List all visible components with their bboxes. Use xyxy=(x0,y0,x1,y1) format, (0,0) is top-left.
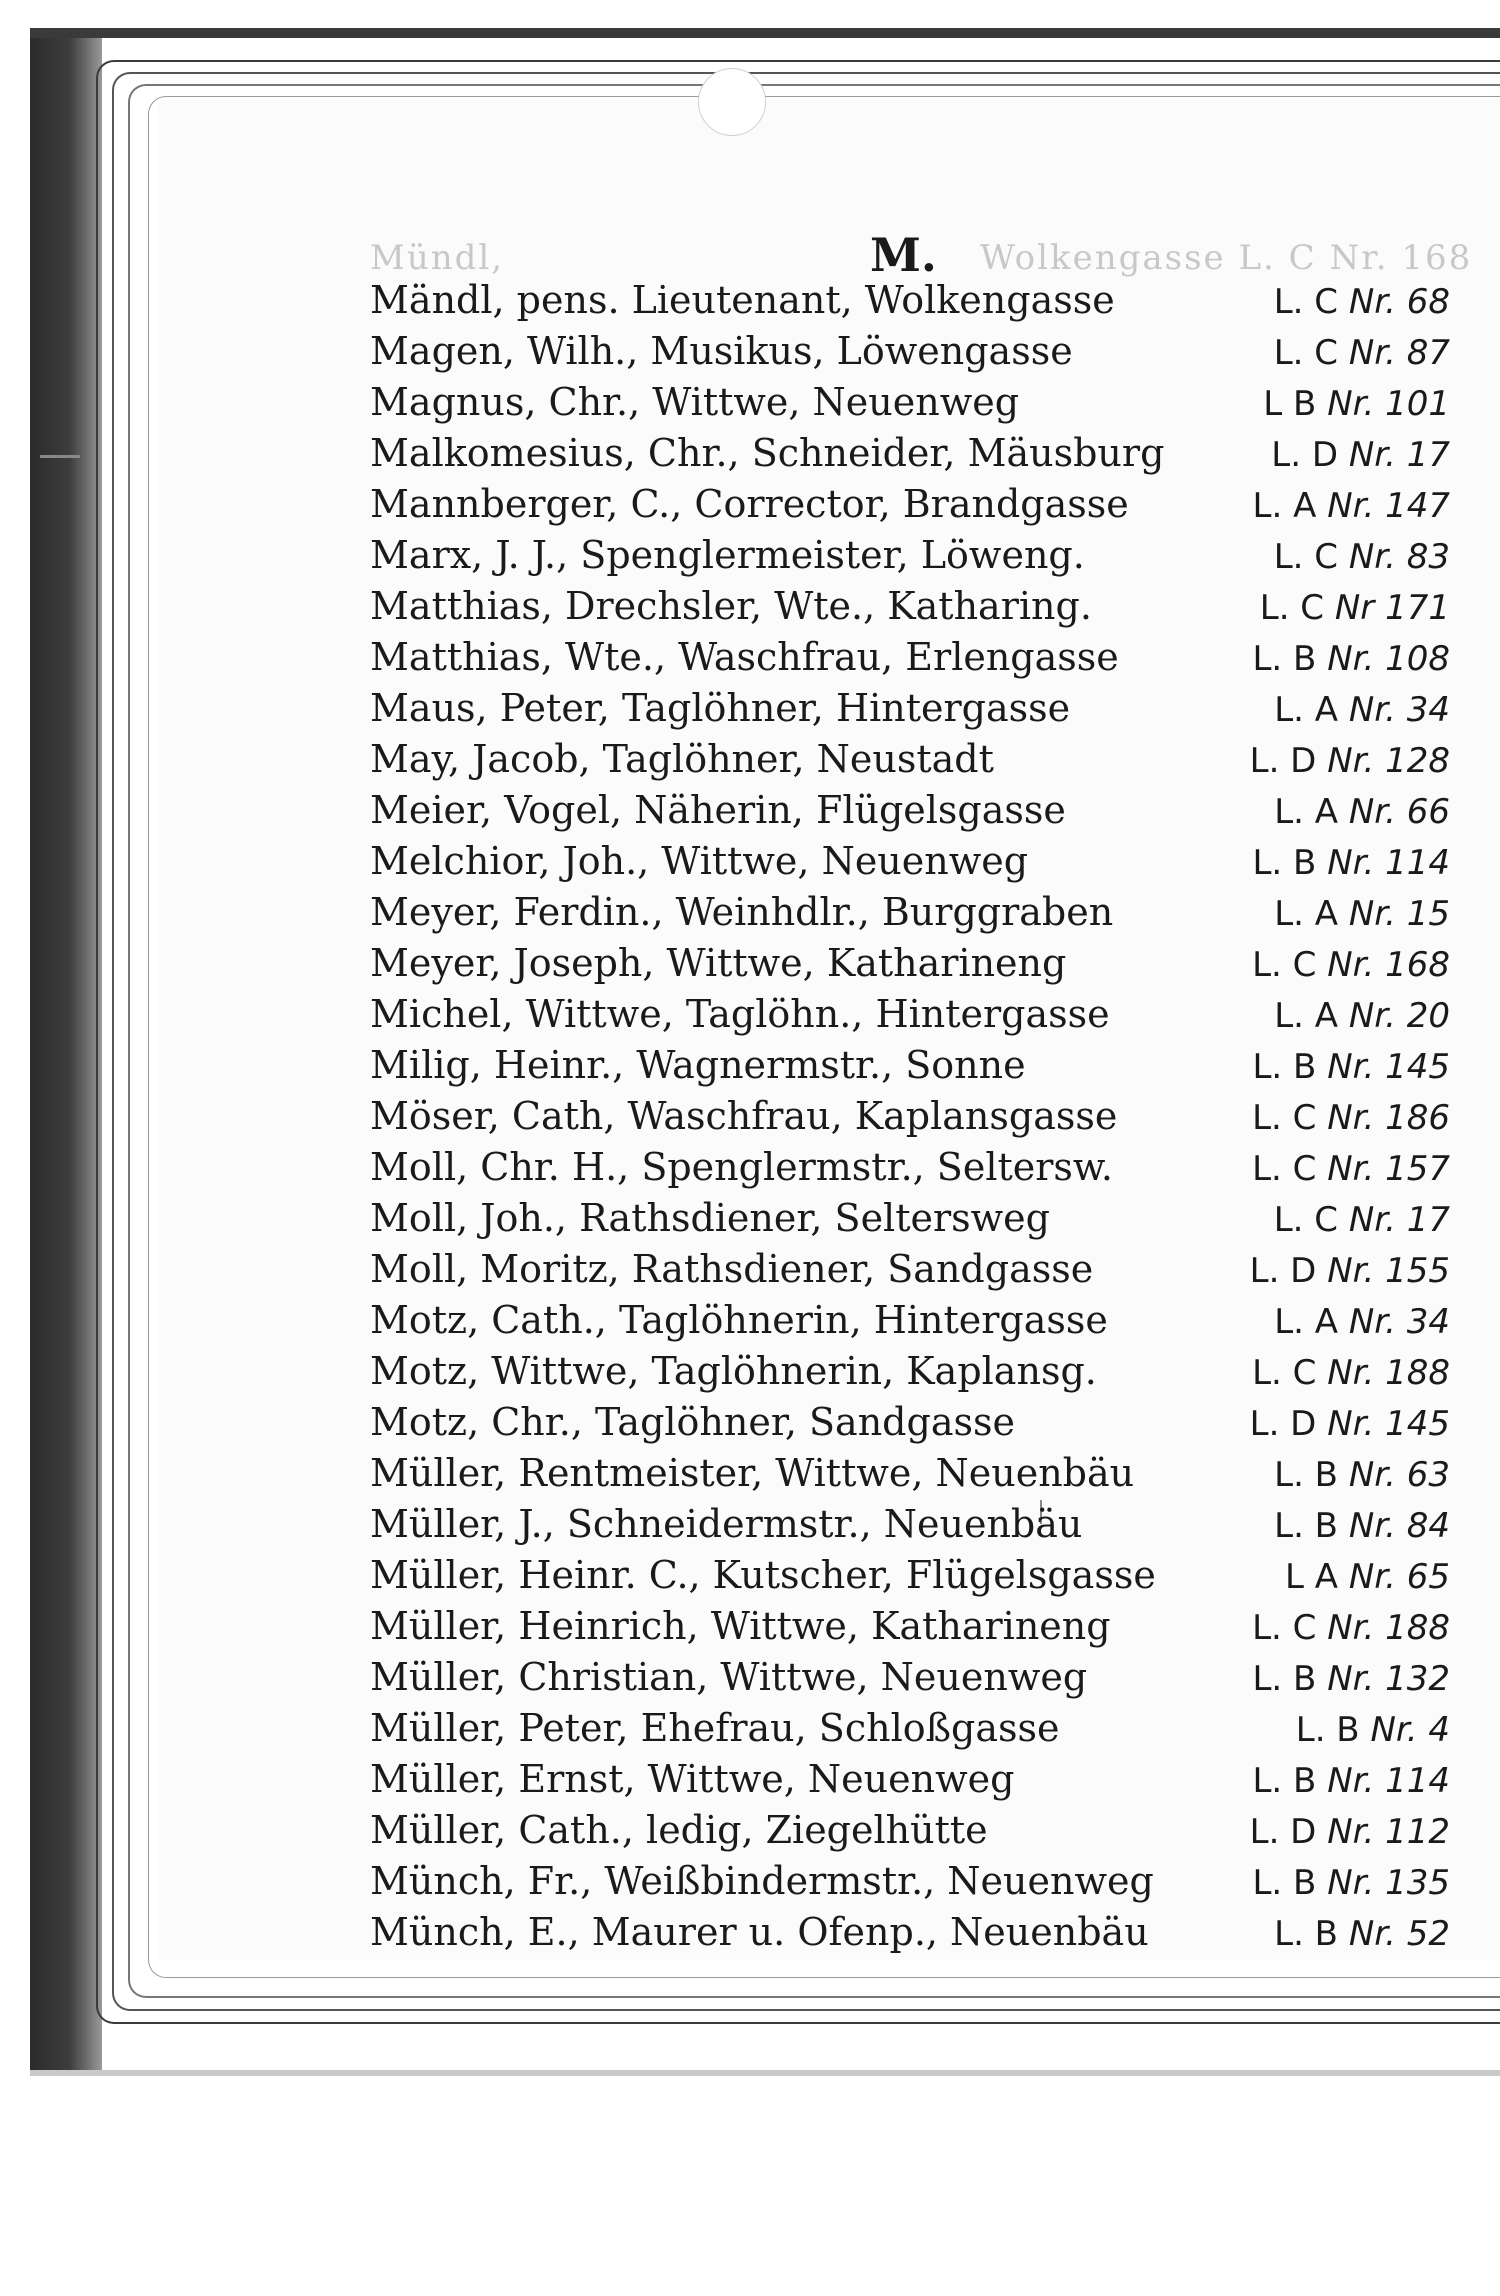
directory-entry xyxy=(370,1808,1450,1859)
directory-entry xyxy=(370,380,1450,431)
entry-text: Matthias, Wte., Waschfrau, Erlengasse xyxy=(370,635,1119,679)
entry-district: L. B xyxy=(1252,1863,1317,1903)
entry-district: L. A xyxy=(1274,690,1339,730)
entry-address xyxy=(1180,435,1450,475)
entry-district: L. C xyxy=(1273,537,1339,577)
entry-address xyxy=(1180,894,1450,934)
entry-number: Nr. 101 xyxy=(1327,384,1450,424)
entry-address xyxy=(1180,333,1450,373)
entry-address xyxy=(1180,1251,1450,1291)
entry-number: Nr. 168 xyxy=(1327,945,1450,985)
entry-district: L B xyxy=(1263,384,1317,424)
entry-number: Nr. 147 xyxy=(1327,486,1450,526)
entry-address xyxy=(1180,1812,1450,1852)
entry-address xyxy=(1180,792,1450,832)
entry-district: L. B xyxy=(1252,639,1317,679)
entry-text: Müller, Peter, Ehefrau, Schloßgasse xyxy=(370,1706,1060,1750)
entry-district: L. B xyxy=(1274,1914,1339,1954)
entry-number: Nr. 87 xyxy=(1348,333,1450,373)
entry-number: Nr. 4 xyxy=(1370,1710,1450,1750)
punch-hole xyxy=(698,68,766,136)
entry-text: Münch, Fr., Weißbindermstr., Neuenweg xyxy=(370,1859,1154,1903)
directory-entry xyxy=(370,1706,1450,1757)
directory-entry xyxy=(370,482,1450,533)
entry-text: Müller, Cath., ledig, Ziegelhütte xyxy=(370,1808,988,1852)
entry-address xyxy=(1180,1761,1450,1801)
entry-district: L. B xyxy=(1274,1455,1339,1495)
entry-district: L. C xyxy=(1273,1200,1339,1240)
entry-district: L. C xyxy=(1252,1098,1317,1138)
directory-entry xyxy=(370,1604,1450,1655)
entry-address xyxy=(1180,384,1450,424)
entry-text: Mannberger, C., Corrector, Brandgasse xyxy=(370,482,1129,526)
directory-entry xyxy=(370,431,1450,482)
entry-district: L. D xyxy=(1249,1251,1317,1291)
entry-number: Nr. 15 xyxy=(1348,894,1450,934)
entry-address xyxy=(1180,1506,1450,1546)
entry-text: Maus, Peter, Taglöhner, Hintergasse xyxy=(370,686,1071,730)
entry-number: Nr. 83 xyxy=(1348,537,1450,577)
book-top-edge xyxy=(30,28,1500,38)
entry-address xyxy=(1180,1098,1450,1138)
entry-address xyxy=(1180,1302,1450,1342)
entry-number: Nr. 17 xyxy=(1348,1200,1450,1240)
entry-text: Moll, Moritz, Rathsdiener, Sandgasse xyxy=(370,1247,1094,1291)
entry-district: L. A xyxy=(1274,996,1339,1036)
directory-entry xyxy=(370,1400,1450,1451)
entry-district: L. A xyxy=(1274,792,1339,832)
entry-district: L. C xyxy=(1252,1608,1317,1648)
entry-number: Nr. 34 xyxy=(1348,1302,1450,1342)
entry-text: Malkomesius, Chr., Schneider, Mäusburg xyxy=(370,431,1165,475)
directory-entry xyxy=(370,1451,1450,1502)
entry-address xyxy=(1180,1404,1450,1444)
directory-entry xyxy=(370,686,1450,737)
entry-number: Nr. 65 xyxy=(1348,1557,1450,1597)
entry-text: Meier, Vogel, Näherin, Flügelsgasse xyxy=(370,788,1066,832)
entry-number: Nr. 63 xyxy=(1348,1455,1450,1495)
entry-text: Motz, Wittwe, Taglöhnerin, Kaplansg. xyxy=(370,1349,1097,1393)
entry-text: Motz, Chr., Taglöhner, Sandgasse xyxy=(370,1400,1015,1444)
entry-district: L. B xyxy=(1252,843,1317,883)
directory-entry xyxy=(370,1349,1450,1400)
directory-entry xyxy=(370,941,1450,992)
entry-number: Nr. 114 xyxy=(1327,843,1450,883)
entry-text: Marx, J. J., Spenglermeister, Löweng. xyxy=(370,533,1085,577)
directory-entry xyxy=(370,1043,1450,1094)
book-bottom-edge xyxy=(30,2070,1500,2076)
entry-district: L. B xyxy=(1274,1506,1339,1546)
directory-entry xyxy=(370,890,1450,941)
entry-text: May, Jacob, Taglöhner, Neustadt xyxy=(370,737,994,781)
entry-address xyxy=(1180,537,1450,577)
entry-address xyxy=(1180,1047,1450,1087)
entry-number: Nr. 108 xyxy=(1327,639,1450,679)
entry-district: L A xyxy=(1285,1557,1339,1597)
entry-address xyxy=(1180,639,1450,679)
directory-entry xyxy=(370,1757,1450,1808)
entry-number: Nr. 145 xyxy=(1327,1047,1450,1087)
entry-district: L. B xyxy=(1252,1761,1317,1801)
directory-entry xyxy=(370,788,1450,839)
entry-number: Nr. 68 xyxy=(1348,282,1450,322)
entry-district: L. C xyxy=(1273,282,1339,322)
entry-address xyxy=(1180,1455,1450,1495)
entry-address xyxy=(1180,741,1450,781)
entry-text: Münch, E., Maurer u. Ofenp., Neuenbäu xyxy=(370,1910,1149,1954)
entry-text: Müller, J., Schneidermstr., Neuenbäu xyxy=(370,1502,1083,1546)
entry-text: Müller, Rentmeister, Wittwe, Neuenbäu xyxy=(370,1451,1135,1495)
entry-address xyxy=(1180,282,1450,322)
entry-number: Nr. 157 xyxy=(1327,1149,1450,1189)
entry-text: Matthias, Drechsler, Wte., Katharing. xyxy=(370,584,1092,628)
bleed-through-text: Wolkengasse L. C Nr. 168 xyxy=(980,238,1473,278)
entry-text: Möser, Cath, Waschfrau, Kaplansgasse xyxy=(370,1094,1118,1138)
entry-number: Nr. 155 xyxy=(1327,1251,1450,1291)
entry-district: L. C xyxy=(1273,333,1339,373)
entry-text: Magnus, Chr., Wittwe, Neuenweg xyxy=(370,380,1020,424)
entry-number: Nr. 114 xyxy=(1327,1761,1450,1801)
entry-district: L. C xyxy=(1252,1353,1317,1393)
section-heading: M. xyxy=(870,228,937,282)
book-binding xyxy=(30,30,102,2070)
entry-text: Moll, Joh., Rathsdiener, Seltersweg xyxy=(370,1196,1050,1240)
directory-entry xyxy=(370,584,1450,635)
entry-number: Nr. 145 xyxy=(1327,1404,1450,1444)
entry-district: L. A xyxy=(1274,1302,1339,1342)
entry-text: Milig, Heinr., Wagnermstr., Sonne xyxy=(370,1043,1026,1087)
entry-district: L. D xyxy=(1271,435,1339,475)
directory-list xyxy=(370,278,1450,1961)
directory-entry xyxy=(370,533,1450,584)
directory-entry xyxy=(370,1196,1450,1247)
entry-district: L. D xyxy=(1249,1404,1317,1444)
directory-entry xyxy=(370,1502,1450,1553)
entry-text: Michel, Wittwe, Taglöhn., Hintergasse xyxy=(370,992,1110,1036)
directory-entry xyxy=(370,992,1450,1043)
entry-address xyxy=(1180,1863,1450,1903)
entry-text: Magen, Wilh., Musikus, Löwengasse xyxy=(370,329,1073,373)
entry-district: L. C xyxy=(1252,945,1317,985)
directory-entry xyxy=(370,737,1450,788)
entry-address xyxy=(1180,1914,1450,1954)
entry-text: Müller, Heinrich, Wittwe, Katharineng xyxy=(370,1604,1111,1648)
entry-address xyxy=(1180,1557,1450,1597)
entry-address xyxy=(1180,843,1450,883)
entry-address xyxy=(1180,1200,1450,1240)
entry-district: L. B xyxy=(1252,1047,1317,1087)
directory-entry xyxy=(370,635,1450,686)
entry-address xyxy=(1180,996,1450,1036)
entry-address xyxy=(1180,588,1450,628)
entry-text: Müller, Ernst, Wittwe, Neuenweg xyxy=(370,1757,1015,1801)
entry-text: Mändl, pens. Lieutenant, Wolkengasse xyxy=(370,278,1115,322)
entry-district: L. A xyxy=(1274,894,1339,934)
entry-address xyxy=(1180,486,1450,526)
entry-number: Nr. 17 xyxy=(1348,435,1450,475)
directory-entry xyxy=(370,1910,1450,1961)
directory-entry xyxy=(370,1859,1450,1910)
entry-number: Nr. 128 xyxy=(1327,741,1450,781)
entry-number: Nr. 20 xyxy=(1348,996,1450,1036)
entry-address xyxy=(1180,1353,1450,1393)
directory-entry xyxy=(370,1094,1450,1145)
entry-text: Meyer, Joseph, Wittwe, Katharineng xyxy=(370,941,1067,985)
entry-address xyxy=(1180,1710,1450,1750)
directory-entry xyxy=(370,1298,1450,1349)
entry-address xyxy=(1180,1608,1450,1648)
directory-entry xyxy=(370,1145,1450,1196)
entry-district: L. C xyxy=(1259,588,1325,628)
entry-number: Nr. 66 xyxy=(1348,792,1450,832)
directory-entry xyxy=(370,278,1450,329)
directory-entry xyxy=(370,329,1450,380)
entry-address xyxy=(1180,690,1450,730)
entry-address xyxy=(1180,1659,1450,1699)
entry-district: L. B xyxy=(1295,1710,1360,1750)
directory-entry xyxy=(370,1553,1450,1604)
entry-district: L. D xyxy=(1249,741,1317,781)
entry-number: Nr. 52 xyxy=(1348,1914,1450,1954)
entry-text: Melchior, Joh., Wittwe, Neuenweg xyxy=(370,839,1029,883)
entry-number: Nr. 186 xyxy=(1327,1098,1450,1138)
directory-entry xyxy=(370,1247,1450,1298)
entry-text: Müller, Heinr. C., Kutscher, Flügelsgasse xyxy=(370,1553,1156,1597)
entry-number: Nr 171 xyxy=(1334,588,1450,628)
entry-text: Motz, Cath., Taglöhnerin, Hintergasse xyxy=(370,1298,1108,1342)
entry-address xyxy=(1180,1149,1450,1189)
entry-number: Nr. 188 xyxy=(1327,1608,1450,1648)
entry-district: L. B xyxy=(1252,1659,1317,1699)
scan-mark xyxy=(40,455,80,458)
entry-text: Moll, Chr. H., Spenglermstr., Seltersw. xyxy=(370,1145,1114,1189)
entry-address xyxy=(1180,945,1450,985)
bleed-through-text: Mündl, xyxy=(370,238,505,278)
entry-district: L. C xyxy=(1252,1149,1317,1189)
entry-district: L. D xyxy=(1249,1812,1317,1852)
entry-number: Nr. 188 xyxy=(1327,1353,1450,1393)
entry-number: Nr. 84 xyxy=(1348,1506,1450,1546)
directory-entry xyxy=(370,839,1450,890)
entry-number: Nr. 34 xyxy=(1348,690,1450,730)
entry-text: Meyer, Ferdin., Weinhdlr., Burggraben xyxy=(370,890,1114,934)
entry-text: Müller, Christian, Wittwe, Neuenweg xyxy=(370,1655,1088,1699)
directory-entry xyxy=(370,1655,1450,1706)
entry-number: Nr. 135 xyxy=(1327,1863,1450,1903)
entry-district: L. A xyxy=(1252,486,1317,526)
entry-number: Nr. 132 xyxy=(1327,1659,1450,1699)
entry-number: Nr. 112 xyxy=(1327,1812,1450,1852)
